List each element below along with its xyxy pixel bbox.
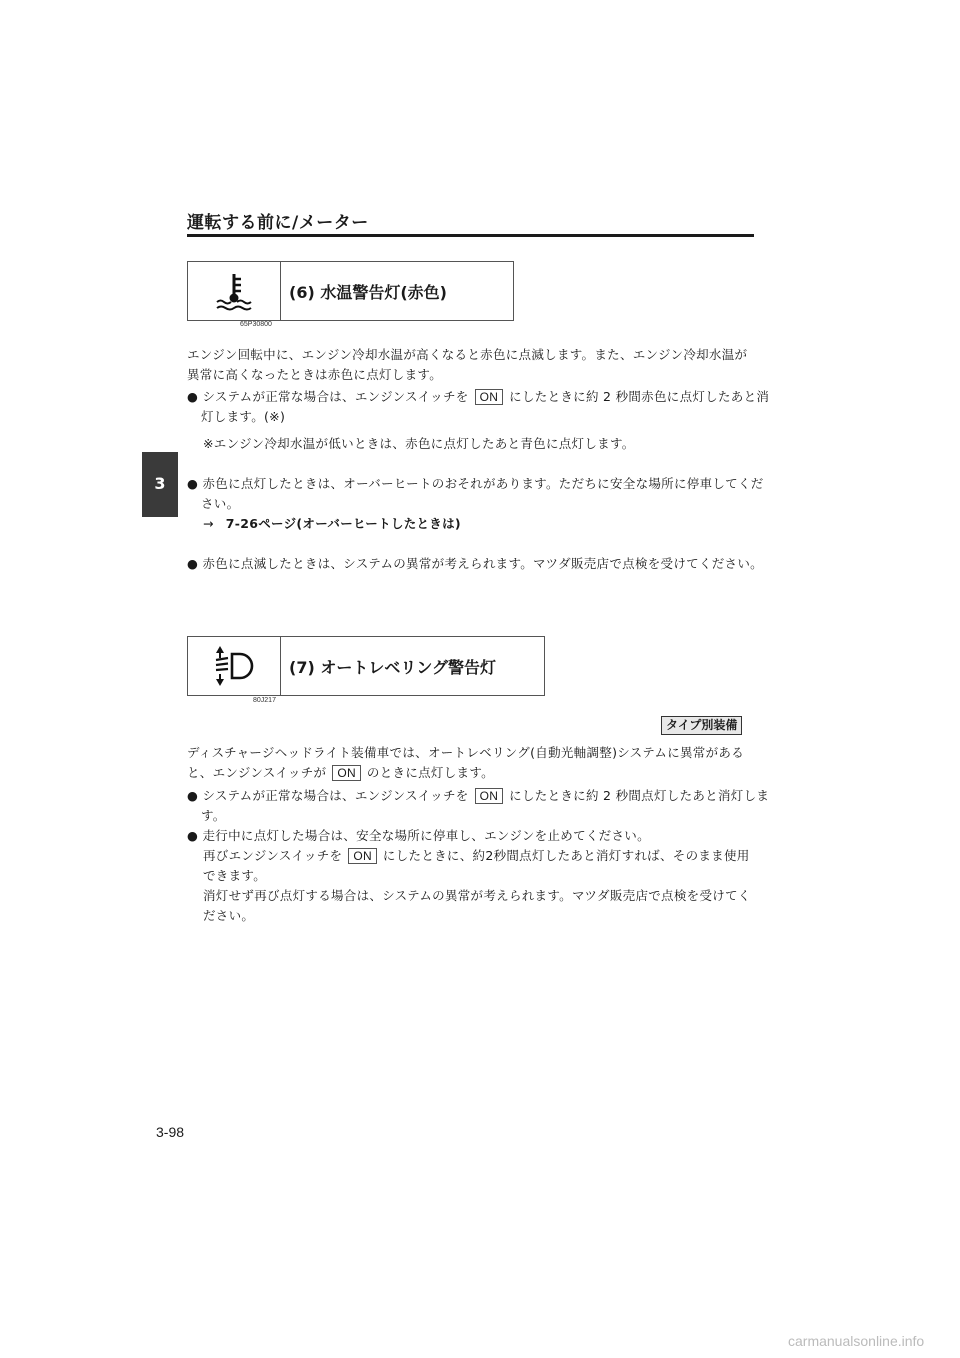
coolant-warning-title: (6) 水温警告灯(赤色)	[289, 282, 447, 302]
headlight-leveling-icon	[214, 644, 254, 688]
bullet-text-post: にしたときに約 2 秒間赤色に点灯したあと消灯します。(※)	[201, 389, 770, 424]
bullet-text: 赤色に点滅したときは、システムの異常が考えられます。マツダ販売店で点検を受けてください。	[202, 556, 763, 571]
coolant-intro: エンジン回転中に、エンジン冷却水温が高くなると赤色に点滅します。また、エンジン冷却水温が異常に高くなったときは赤色に点灯します。	[187, 347, 748, 382]
overheat-page-reference	[203, 514, 461, 534]
bullet-mark: ●	[187, 556, 199, 571]
page-number: 3-98	[156, 1124, 185, 1140]
coolant-temperature-icon	[214, 271, 254, 311]
bullet-text: 赤色に点灯したときは、オーバーヒートのおそれがあります。ただちに安全な場所に停車してください。	[201, 476, 764, 511]
auto-leveling-restart-text	[203, 846, 757, 886]
bullet-mark: ●	[187, 828, 199, 843]
auto-leveling-inspection-text: 消灯せず再び点灯する場合は、システムの異常が考えられます。マツダ販売店で点検を受けてください。	[203, 888, 751, 923]
bullet-mark: ●	[187, 788, 199, 803]
intro-text-pre: ディスチャージヘッドライト装備車では、オートレベリング(自動光軸調整)システムに異常があると、エンジンスイッチが	[187, 745, 745, 780]
auto-leveling-bullet-driving	[187, 826, 771, 846]
type-specific-equipment-badge: タイプ別装備	[661, 716, 742, 735]
restart-text-pre: 再びエンジンスイッチを	[203, 848, 343, 863]
coolant-image-code: 65P30800	[240, 321, 272, 328]
coolant-bullet-normal	[187, 387, 771, 427]
coolant-bullet-overheat	[187, 474, 771, 514]
bullet-mark: ●	[187, 476, 199, 491]
coolant-icon-cell	[188, 262, 281, 320]
intro-text-post: のときに点灯します。	[366, 765, 494, 780]
bullet-text-line1: 走行中に点灯した場合は、安全な場所に停車し、エンジンを止めてください。	[202, 828, 650, 843]
chapter-tab: 3	[142, 452, 178, 517]
reference-arrow: →	[203, 516, 214, 531]
bullet-text-pre: システムが正常な場合は、エンジンスイッチを	[202, 389, 469, 404]
auto-leveling-warning-title: (7) オートレベリング警告灯	[289, 657, 497, 677]
bullet-text-post: にしたときに約 2 秒間点灯したあと消灯します。	[201, 788, 770, 823]
auto-leveling-image-code: 80J217	[253, 697, 276, 704]
bullet-text-pre: システムが正常な場合は、エンジンスイッチを	[202, 788, 469, 803]
auto-leveling-icon-cell	[188, 637, 281, 695]
page-header-title: 運転する前に/メーター	[187, 213, 369, 233]
auto-leveling-bullet-normal	[187, 786, 771, 826]
watermark: carmanualsonline.info	[788, 1333, 925, 1349]
coolant-note: ※エンジン冷却水温が低いときは、赤色に点灯したあと青色に点灯します。	[203, 436, 635, 451]
reference-text: 7-26ページ(オーバーヒートしたときは)	[225, 516, 461, 531]
on-key-label: ON	[348, 848, 377, 864]
on-key-label: ON	[475, 788, 504, 804]
on-key-label: ON	[475, 389, 504, 405]
restart-text-post: にしたときに、約2秒間点灯したあと消灯すれば、そのまま使用できます。	[203, 848, 750, 883]
auto-leveling-warning-box	[187, 636, 545, 696]
coolant-bullet-blink	[187, 554, 771, 574]
coolant-warning-box	[187, 261, 514, 321]
bullet-mark: ●	[187, 389, 199, 404]
auto-leveling-intro	[187, 743, 757, 783]
on-key-label: ON	[332, 765, 361, 781]
header-rule	[187, 234, 754, 237]
